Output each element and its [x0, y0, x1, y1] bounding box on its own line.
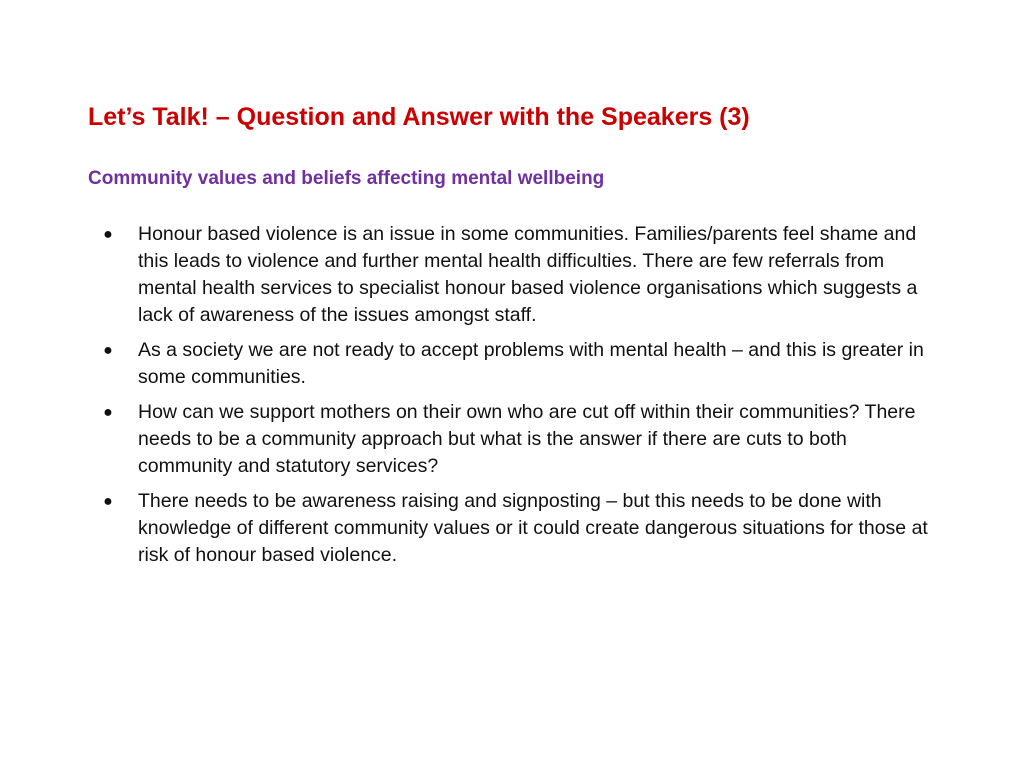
- bullet-icon: ●: [103, 493, 113, 510]
- bullet-icon: ●: [103, 226, 113, 243]
- bullet-text: Honour based violence is an issue in some communities. Families/parents feel shame and this leads to violence and further mental health difficulties. There are few referrals from mental health services to specialist honour based violence organisations which suggests a lack of awareness of the issues amongst staff.: [138, 223, 918, 326]
- bullet-icon: ●: [103, 404, 113, 421]
- bullet-list: [100, 221, 940, 577]
- bullet-item: [100, 488, 940, 569]
- bullet-icon: ●: [103, 342, 113, 359]
- bullet-item: [100, 221, 940, 329]
- bullet-item: [100, 337, 940, 391]
- slide-subtitle: Community values and beliefs affecting mental wellbeing: [88, 168, 605, 189]
- slide-title: Let’s Talk! – Question and Answer with the Speakers (3): [88, 103, 750, 131]
- bullet-text: There needs to be awareness raising and signposting – but this needs to be done with knowledge of different community values or it could create dangerous situations for those at risk of honour based violence.: [138, 490, 928, 566]
- bullet-text: As a society we are not ready to accept problems with mental health – and this is greater in some communities.: [138, 339, 924, 388]
- bullet-text: How can we support mothers on their own who are cut off within their communities? There needs to be a community approach but what is the answer if there are cuts to both community and statutory services?: [138, 401, 916, 477]
- bullet-item: [100, 399, 940, 480]
